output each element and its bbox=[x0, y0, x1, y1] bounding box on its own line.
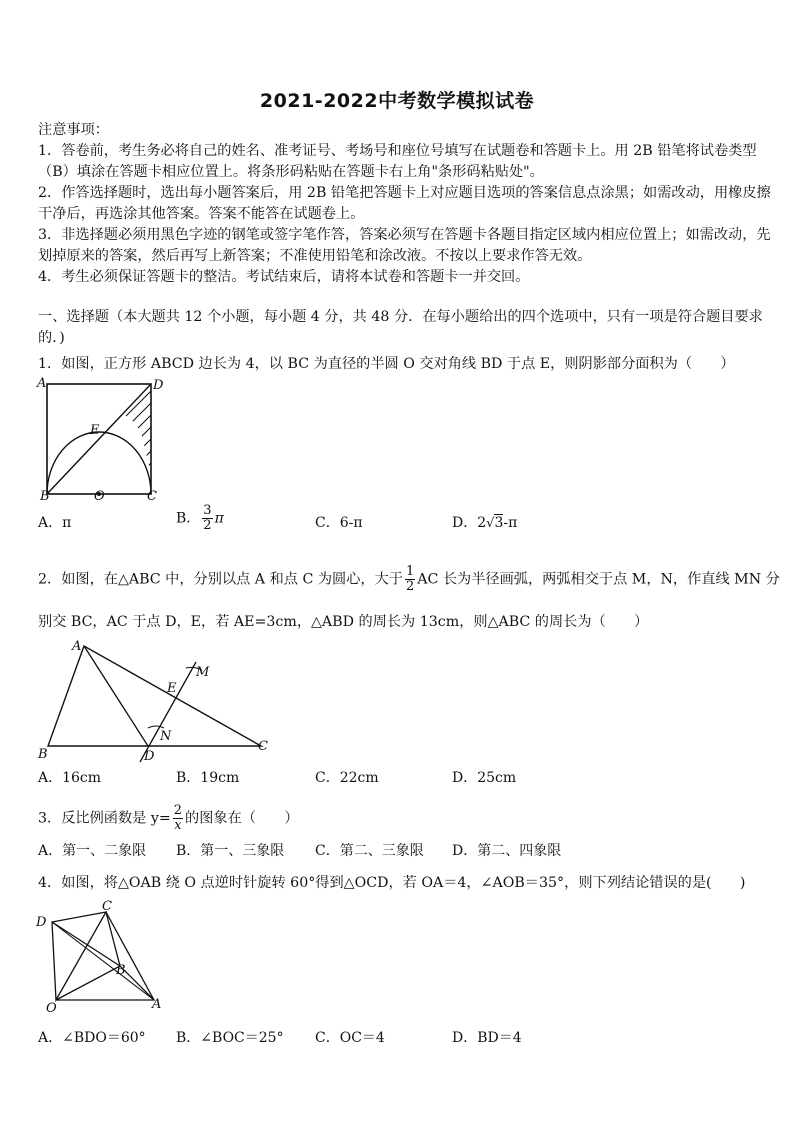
q2-label-m: M bbox=[196, 665, 210, 680]
q4-segment-ca bbox=[106, 912, 154, 1000]
q3-frac-den: x bbox=[174, 818, 182, 833]
q3-fraction bbox=[173, 804, 183, 833]
q2-label-n: N bbox=[160, 729, 172, 744]
q2-frac-num: 1 bbox=[405, 564, 415, 579]
notice-line: 干净后，再选涂其他答案。答案不能答在试题卷上。 bbox=[38, 206, 365, 222]
q3-option-c: C．第二、三象限 bbox=[315, 843, 424, 859]
q1-label-d: D bbox=[153, 378, 164, 393]
q3-option-d: D．第二、四象限 bbox=[452, 843, 562, 859]
q2-frac-den: 2 bbox=[405, 579, 415, 594]
section-heading: 一、选择题（本大题共 12 个小题，每小题 4 分，共 48 分．在每小题给出的四个选项中，只有一项是符合题目要求 bbox=[38, 309, 763, 325]
q1-option-b-den: 2 bbox=[203, 518, 212, 533]
q1-option-b-fraction bbox=[202, 504, 212, 533]
q4-option-d: D．BD＝4 bbox=[452, 1030, 522, 1046]
q1-label-e: E bbox=[90, 423, 100, 438]
q2-label-d: D bbox=[144, 749, 155, 764]
notice-line: 2．作答选择题时，选出每小题答案后，用 2B 铅笔把答题卡上对应题目选项的答案信息点涂黑；如需改动，用橡皮擦 bbox=[38, 185, 771, 201]
q3-option-b: B．第一、三象限 bbox=[176, 843, 285, 859]
q1-option-d-prefix: D．2 bbox=[452, 515, 487, 531]
q1-option-b bbox=[176, 504, 224, 533]
q2-figure bbox=[36, 638, 276, 764]
q3-stem-a: 3．反比例函数是 y= bbox=[38, 810, 171, 827]
q2-fraction bbox=[405, 565, 415, 594]
q4-stem: 4．如图，将△OAB 绕 O 点逆时针旋转 60°得到△OCD，若 OA＝4，∠AOB＝35°，则下列结论错误的是( ) bbox=[38, 875, 746, 891]
q4-label-d: D bbox=[36, 915, 47, 930]
q1-option-d-radicand: 3 bbox=[494, 515, 504, 531]
q2-segment-ad bbox=[84, 646, 148, 746]
q1-figure bbox=[36, 376, 168, 502]
notice-line: 3．非选择题必须用黑色字迹的钢笔或签字笔作答，答案必须写在答题卡各题目指定区域内相应位置上；如需改动，先 bbox=[38, 227, 771, 243]
q2-line-mn bbox=[140, 662, 196, 762]
q4-figure bbox=[34, 900, 166, 1016]
q3-stem bbox=[38, 804, 299, 833]
q2-option-a: A．16cm bbox=[38, 770, 102, 786]
q1-label-o: O bbox=[94, 489, 105, 502]
notice-line: 1．答卷前，考生务必将自己的姓名、准考证号、考场号和座位号填写在试题卷和答题卡上。用 2B 铅笔将试卷类型 bbox=[38, 143, 757, 159]
q1-option-c: C．6-π bbox=[315, 515, 363, 531]
q2-label-a: A bbox=[72, 639, 82, 654]
q4-segment-da bbox=[52, 922, 154, 1000]
q2-option-d: D．25cm bbox=[452, 770, 517, 786]
q1-label-a: A bbox=[37, 376, 47, 391]
notice-line: （B）填涂在答题卡相应位置上。将条形码粘贴在答题卡右上角"条形码粘贴处"。 bbox=[38, 164, 544, 180]
q4-triangle-oab bbox=[56, 966, 154, 1000]
q2-option-c: C．22cm bbox=[315, 770, 379, 786]
q2-stem-line2: 别交 BC，AC 于点 D，E，若 AE=3cm，△ABD 的周长为 13cm，则△ABC 的周长为（ ） bbox=[38, 614, 649, 630]
q4-label-b: B bbox=[116, 963, 126, 978]
q2-label-b: B bbox=[38, 747, 48, 762]
section-heading-cont: 的．) bbox=[38, 330, 65, 346]
q1-option-b-prefix: B． bbox=[176, 510, 201, 527]
page-title: 2021-2022中考数学模拟试卷 bbox=[259, 90, 535, 112]
q4-label-a: A bbox=[152, 997, 162, 1012]
q3-stem-b: 的图象在（ ） bbox=[185, 810, 299, 827]
q1-option-a: A．π bbox=[38, 515, 72, 531]
notice-line: 划掉原来的答案，然后再写上新答案；不准使用铅笔和涂改液。不按以上要求作答无效。 bbox=[38, 248, 592, 264]
q1-option-b-num: 3 bbox=[203, 503, 212, 518]
q1-stem: 1．如图，正方形 ABCD 边长为 4，以 BC 为直径的半圆 O 交对角线 BD 于点 E，则阴影部分面积为（ ） bbox=[38, 356, 735, 372]
q4-option-a: A．∠BDO＝60° bbox=[38, 1030, 146, 1046]
q2-label-c: C bbox=[258, 739, 268, 754]
q4-option-c: C．OC＝4 bbox=[315, 1030, 385, 1046]
q2-label-e: E bbox=[167, 681, 177, 696]
q1-semicircle bbox=[47, 432, 151, 494]
q3-option-a: A．第一、二象限 bbox=[38, 843, 147, 859]
notice-heading: 注意事项： bbox=[38, 122, 109, 138]
q1-label-c: C bbox=[147, 489, 157, 502]
q2-stem-b: AC 长为半径画弧，两弧相交于点 M，N，作直线 MN 分 bbox=[417, 571, 780, 588]
q1-diagonal bbox=[47, 384, 151, 494]
q1-option-d-suffix: -π bbox=[503, 515, 518, 531]
sqrt-icon: √ bbox=[486, 516, 495, 531]
notice-line: 4．考生必须保证答题卡的整洁。考试结束后，请将本试卷和答题卡一并交回。 bbox=[38, 269, 530, 285]
q2-stem-line1 bbox=[38, 565, 780, 594]
q1-option-d bbox=[452, 513, 517, 534]
q2-arc-n bbox=[148, 726, 164, 728]
q3-frac-num: 2 bbox=[173, 803, 183, 818]
q1-label-b: B bbox=[40, 489, 50, 502]
q2-option-b: B．19cm bbox=[176, 770, 240, 786]
q4-label-o: O bbox=[46, 1001, 57, 1016]
q4-label-c: C bbox=[102, 900, 112, 914]
q2-stem-a: 2．如图，在△ABC 中，分别以点 A 和点 C 为圆心，大于 bbox=[38, 571, 403, 588]
q2-triangle bbox=[48, 646, 261, 746]
q1-option-b-suffix: π bbox=[214, 510, 224, 527]
q4-option-b: B．∠BOC＝25° bbox=[176, 1030, 284, 1046]
q4-triangle-ocd bbox=[52, 912, 106, 1000]
